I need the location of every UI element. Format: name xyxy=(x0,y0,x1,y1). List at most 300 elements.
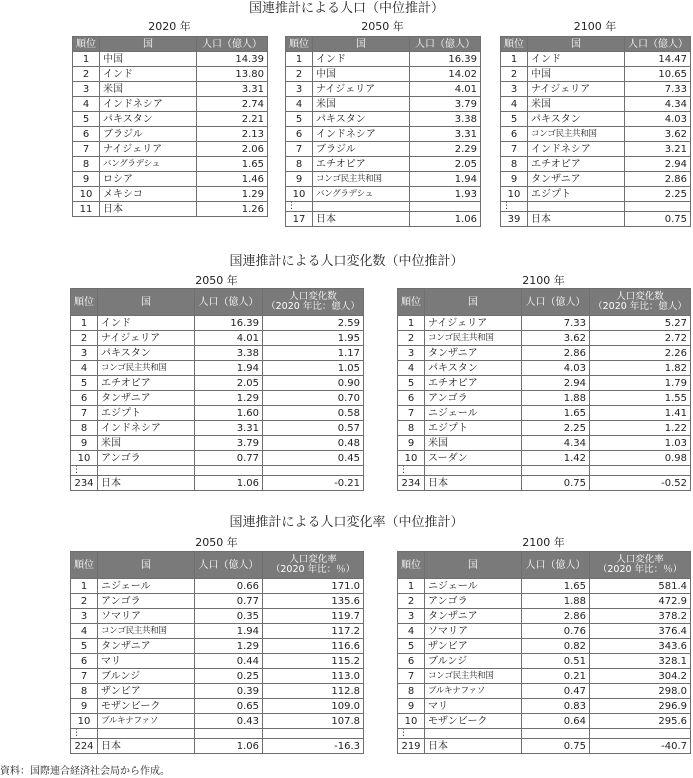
population-cell: 3.79 xyxy=(410,97,481,112)
empty-cell xyxy=(313,202,410,212)
population-cell: 0.64 xyxy=(522,714,590,729)
rank-cell: 3 xyxy=(501,82,528,97)
section-title-population-change-rate: 国連推計による人口変化率（中位推計） xyxy=(229,515,464,530)
table-row xyxy=(501,52,691,67)
table-row xyxy=(73,97,268,112)
population-cell: 0.21 xyxy=(522,669,590,684)
table-row xyxy=(73,82,268,97)
population-cell: 4.03 xyxy=(625,112,691,127)
country-cell: インドネシア xyxy=(98,421,195,436)
table-row xyxy=(501,82,691,97)
country-cell: 日本 xyxy=(98,739,195,754)
change-cell: 376.4 xyxy=(590,624,691,639)
rank-cell: 4 xyxy=(71,361,98,376)
change-cell: 581.4 xyxy=(590,579,691,594)
table-row xyxy=(398,609,691,624)
change-cell: 0.98 xyxy=(590,451,691,466)
population-change-table-2100 xyxy=(397,288,691,491)
population-cell: 14.39 xyxy=(197,52,268,67)
country-cell: マリ xyxy=(98,654,195,669)
country-cell: 米国 xyxy=(100,82,197,97)
change-cell: 304.2 xyxy=(590,669,691,684)
country-cell: コンゴ民主共和国 xyxy=(98,624,195,639)
change-cell: 298.0 xyxy=(590,684,691,699)
rank-cell: 7 xyxy=(501,142,528,157)
col-header-population: 人口（億人） xyxy=(195,552,263,579)
change-cell: 5.27 xyxy=(590,316,691,331)
country-cell: ナイジェリア xyxy=(100,142,197,157)
rank-cell: 5 xyxy=(71,376,98,391)
population-cell: 1.06 xyxy=(195,476,263,491)
population-cell: 2.05 xyxy=(410,157,481,172)
table-row xyxy=(71,376,364,391)
change-cell: -40.7 xyxy=(590,739,691,754)
col-header-rank: 順位 xyxy=(73,37,100,52)
change-cell: 119.7 xyxy=(263,609,364,624)
population-cell: 2.25 xyxy=(522,421,590,436)
rank-cell: 4 xyxy=(73,97,100,112)
empty-cell xyxy=(625,202,691,212)
table-row xyxy=(73,157,268,172)
country-cell: モザンビーク xyxy=(425,714,522,729)
empty-cell xyxy=(425,466,522,476)
table-row xyxy=(286,157,481,172)
change-cell: 115.2 xyxy=(263,654,364,669)
ellipsis-mark: ⋮ xyxy=(286,202,313,212)
population-cell: 1.29 xyxy=(197,187,268,202)
change-cell: -16.3 xyxy=(263,739,364,754)
country-cell: メキシコ xyxy=(100,187,197,202)
table-row xyxy=(73,187,268,202)
change-cell: 113.0 xyxy=(263,669,364,684)
change-cell: 116.6 xyxy=(263,639,364,654)
population-cell: 3.38 xyxy=(410,112,481,127)
rank-cell: 4 xyxy=(501,97,528,112)
table-row-japan xyxy=(501,212,691,227)
table-row xyxy=(398,346,691,361)
year-label-2050: 2050 年 xyxy=(195,536,238,549)
change-cell: 296.9 xyxy=(590,699,691,714)
table-row xyxy=(398,684,691,699)
rank-cell: 3 xyxy=(71,609,98,624)
change-cell: 1.55 xyxy=(590,391,691,406)
country-cell: 日本 xyxy=(425,739,522,754)
empty-cell xyxy=(263,729,364,739)
col-header-change-rate: 人口変化率 （2020 年比：％） xyxy=(590,552,691,579)
empty-cell xyxy=(522,729,590,739)
empty-cell xyxy=(98,729,195,739)
table-row xyxy=(398,714,691,729)
ellipsis-row xyxy=(71,466,364,476)
table-row xyxy=(501,97,691,112)
table-row xyxy=(71,406,364,421)
change-cell: 0.70 xyxy=(263,391,364,406)
table-row xyxy=(398,579,691,594)
country-cell: 日本 xyxy=(528,212,625,227)
population-cell: 2.74 xyxy=(197,97,268,112)
change-cell: 1.17 xyxy=(263,346,364,361)
population-cell: 3.31 xyxy=(197,82,268,97)
country-cell: パキスタン xyxy=(528,112,625,127)
country-cell: タンザニア xyxy=(528,172,625,187)
population-cell: 4.01 xyxy=(410,82,481,97)
table-row xyxy=(73,127,268,142)
source-note: 資料：国際連合経済社会局から作成。 xyxy=(0,766,170,777)
country-cell: ソマリア xyxy=(98,609,195,624)
change-cell: 0.57 xyxy=(263,421,364,436)
country-cell: アンゴラ xyxy=(98,451,195,466)
rank-cell: 6 xyxy=(286,127,313,142)
year-label-2100: 2100 年 xyxy=(522,274,565,287)
table-row xyxy=(73,52,268,67)
country-cell: 米国 xyxy=(313,97,410,112)
table-row xyxy=(398,654,691,669)
table-row xyxy=(501,142,691,157)
population-cell: 0.75 xyxy=(625,212,691,227)
population-change-table-2050 xyxy=(70,288,364,491)
population-cell: 0.51 xyxy=(522,654,590,669)
population-cell: 1.29 xyxy=(195,639,263,654)
rank-cell: 9 xyxy=(398,436,425,451)
country-cell: コンゴ民主共和国 xyxy=(425,331,522,346)
change-cell: 1.03 xyxy=(590,436,691,451)
rank-cell: 8 xyxy=(501,157,528,172)
population-cell: 2.94 xyxy=(625,157,691,172)
population-cell: 1.88 xyxy=(522,594,590,609)
population-cell: 3.21 xyxy=(625,142,691,157)
population-cell: 1.94 xyxy=(195,624,263,639)
population-cell: 0.25 xyxy=(195,669,263,684)
country-cell: インドネシア xyxy=(313,127,410,142)
population-cell: 1.65 xyxy=(197,157,268,172)
country-cell: エチオピア xyxy=(425,376,522,391)
population-cell: 0.77 xyxy=(195,594,263,609)
population-cell: 1.65 xyxy=(522,406,590,421)
table-row xyxy=(398,639,691,654)
table-row xyxy=(71,699,364,714)
country-cell: コンゴ民主共和国 xyxy=(313,172,410,187)
country-cell: 日本 xyxy=(313,212,410,227)
rank-cell: 3 xyxy=(71,346,98,361)
change-cell: 1.82 xyxy=(590,361,691,376)
rank-cell: 2 xyxy=(286,67,313,82)
col-header-population: 人口（億人） xyxy=(522,552,590,579)
population-cell: 2.86 xyxy=(522,609,590,624)
table-row xyxy=(286,187,481,202)
rank-cell: 2 xyxy=(71,594,98,609)
rank-cell: 9 xyxy=(73,172,100,187)
col-header-population: 人口（億人） xyxy=(522,289,590,316)
rank-cell: 39 xyxy=(501,212,528,227)
change-cell: 107.8 xyxy=(263,714,364,729)
change-cell: 1.22 xyxy=(590,421,691,436)
population-cell: 2.86 xyxy=(522,346,590,361)
rank-cell: 5 xyxy=(398,639,425,654)
country-cell: タンザニア xyxy=(98,391,195,406)
rank-cell: 9 xyxy=(501,172,528,187)
table-row xyxy=(73,172,268,187)
table-row-japan xyxy=(71,476,364,491)
year-label-2050: 2050 年 xyxy=(361,20,404,33)
table-row xyxy=(398,594,691,609)
ellipsis-mark: ⋮ xyxy=(398,466,425,476)
rank-cell: 234 xyxy=(71,476,98,491)
col-header-country: 国 xyxy=(313,37,410,52)
country-cell: エジプト xyxy=(425,421,522,436)
population-cell: 1.93 xyxy=(410,187,481,202)
rank-cell: 4 xyxy=(286,97,313,112)
table-row xyxy=(71,391,364,406)
rank-cell: 10 xyxy=(73,187,100,202)
ellipsis-row xyxy=(286,202,481,212)
col-header-country: 国 xyxy=(425,552,522,579)
change-cell: -0.21 xyxy=(263,476,364,491)
rank-cell: 9 xyxy=(286,172,313,187)
country-cell: マリ xyxy=(425,699,522,714)
change-cell: 343.6 xyxy=(590,639,691,654)
country-cell: 米国 xyxy=(425,436,522,451)
table-row xyxy=(398,451,691,466)
rank-cell: 10 xyxy=(398,451,425,466)
rank-cell: 3 xyxy=(286,82,313,97)
country-cell: ソマリア xyxy=(425,624,522,639)
col-header-rank: 順位 xyxy=(398,552,425,579)
rank-cell: 8 xyxy=(286,157,313,172)
population-change-rate-table-2100 xyxy=(397,551,691,754)
population-cell: 16.39 xyxy=(195,316,263,331)
population-cell: 4.03 xyxy=(522,361,590,376)
population-cell: 4.34 xyxy=(522,436,590,451)
rank-cell: 4 xyxy=(398,361,425,376)
population-table-2100 xyxy=(500,36,691,227)
country-cell: パキスタン xyxy=(100,112,197,127)
change-cell: 1.95 xyxy=(263,331,364,346)
country-cell: エチオピア xyxy=(98,376,195,391)
country-cell: アンゴラ xyxy=(425,391,522,406)
rank-cell: 10 xyxy=(501,187,528,202)
year-label-2100: 2100 年 xyxy=(573,20,617,33)
rank-cell: 9 xyxy=(71,699,98,714)
population-cell: 3.31 xyxy=(410,127,481,142)
rank-cell: 1 xyxy=(398,579,425,594)
table-row xyxy=(71,624,364,639)
population-table-2050 xyxy=(285,36,481,227)
country-cell: ナイジェリア xyxy=(98,331,195,346)
rank-cell: 3 xyxy=(73,82,100,97)
rank-cell: 8 xyxy=(398,684,425,699)
table-row xyxy=(71,316,364,331)
population-cell: 0.77 xyxy=(195,451,263,466)
rank-cell: 2 xyxy=(73,67,100,82)
col-header-change: 人口変化数 （2020 年比：億人） xyxy=(590,289,691,316)
empty-cell xyxy=(195,466,263,476)
ellipsis-row xyxy=(501,202,691,212)
rank-cell: 5 xyxy=(73,112,100,127)
table-row xyxy=(286,52,481,67)
population-cell: 3.62 xyxy=(522,331,590,346)
country-cell: 日本 xyxy=(98,476,195,491)
rank-cell: 219 xyxy=(398,739,425,754)
ellipsis-mark: ⋮ xyxy=(71,729,98,739)
ellipsis-row xyxy=(398,729,691,739)
country-cell: 中国 xyxy=(313,67,410,82)
country-cell: タンザニア xyxy=(425,346,522,361)
population-cell: 4.34 xyxy=(625,97,691,112)
year-label-2050: 2050 年 xyxy=(195,274,238,287)
table-row xyxy=(501,187,691,202)
empty-cell xyxy=(195,729,263,739)
rank-cell: 7 xyxy=(398,669,425,684)
population-cell: 1.26 xyxy=(197,202,268,217)
rank-cell: 8 xyxy=(73,157,100,172)
population-cell: 3.31 xyxy=(195,421,263,436)
country-cell: ブラジル xyxy=(313,142,410,157)
table-row xyxy=(286,127,481,142)
rank-cell: 10 xyxy=(71,714,98,729)
empty-cell xyxy=(425,729,522,739)
country-cell: ニジェール xyxy=(425,579,522,594)
col-header-population: 人口（億人） xyxy=(625,37,691,52)
population-cell: 1.88 xyxy=(522,391,590,406)
table-row xyxy=(398,361,691,376)
rank-cell: 6 xyxy=(71,654,98,669)
table-row xyxy=(398,406,691,421)
table-row xyxy=(71,451,364,466)
ellipsis-mark: ⋮ xyxy=(501,202,528,212)
rank-cell: 5 xyxy=(286,112,313,127)
population-cell: 0.66 xyxy=(195,579,263,594)
table-row xyxy=(73,112,268,127)
rank-cell: 7 xyxy=(398,406,425,421)
population-cell: 7.33 xyxy=(625,82,691,97)
country-cell: パキスタン xyxy=(313,112,410,127)
table-row-japan xyxy=(71,739,364,754)
country-cell: ナイジェリア xyxy=(425,316,522,331)
table-row xyxy=(71,579,364,594)
country-cell: 日本 xyxy=(425,476,522,491)
table-row xyxy=(398,376,691,391)
empty-cell xyxy=(522,466,590,476)
country-cell: エチオピア xyxy=(313,157,410,172)
col-header-country: 国 xyxy=(528,37,625,52)
population-cell: 0.82 xyxy=(522,639,590,654)
rank-cell: 6 xyxy=(398,391,425,406)
col-header-population: 人口（億人） xyxy=(195,289,263,316)
table-row xyxy=(71,436,364,451)
country-cell: エチオピア xyxy=(528,157,625,172)
population-cell: 3.62 xyxy=(625,127,691,142)
rank-cell: 5 xyxy=(398,376,425,391)
table-row xyxy=(71,654,364,669)
country-cell: バングラデシュ xyxy=(313,187,410,202)
population-change-rate-table-2050 xyxy=(70,551,364,754)
year-label-2020: 2020 年 xyxy=(148,20,191,33)
change-cell: -0.52 xyxy=(590,476,691,491)
change-cell: 2.72 xyxy=(590,331,691,346)
table-row-japan xyxy=(398,476,691,491)
country-cell: ブルンジ xyxy=(425,654,522,669)
section-title-population: 国連推計による人口（中位推計） xyxy=(248,1,444,16)
empty-cell xyxy=(98,466,195,476)
ellipsis-mark: ⋮ xyxy=(398,729,425,739)
change-cell: 0.45 xyxy=(263,451,364,466)
rank-cell: 4 xyxy=(398,624,425,639)
rank-cell: 224 xyxy=(71,739,98,754)
table-row xyxy=(71,346,364,361)
country-cell: ブラジル xyxy=(100,127,197,142)
rank-cell: 2 xyxy=(398,594,425,609)
table-row xyxy=(71,421,364,436)
population-cell: 1.94 xyxy=(410,172,481,187)
table-row xyxy=(501,172,691,187)
country-cell: 米国 xyxy=(98,436,195,451)
country-cell: 中国 xyxy=(528,67,625,82)
rank-cell: 1 xyxy=(398,316,425,331)
change-cell: 328.1 xyxy=(590,654,691,669)
country-cell: ザンビア xyxy=(425,639,522,654)
population-cell: 14.02 xyxy=(410,67,481,82)
rank-cell: 1 xyxy=(71,579,98,594)
change-cell: 171.0 xyxy=(263,579,364,594)
col-header-population: 人口（億人） xyxy=(197,37,268,52)
rank-cell: 2 xyxy=(71,331,98,346)
rank-cell: 10 xyxy=(71,451,98,466)
change-cell: 2.26 xyxy=(590,346,691,361)
col-header-rank: 順位 xyxy=(286,37,313,52)
change-cell: 0.48 xyxy=(263,436,364,451)
section-title-population-change: 国連推計による人口変化数（中位推計） xyxy=(229,254,464,269)
rank-cell: 5 xyxy=(501,112,528,127)
population-cell: 1.29 xyxy=(195,391,263,406)
population-cell: 1.42 xyxy=(522,451,590,466)
change-cell: 295.6 xyxy=(590,714,691,729)
change-cell: 472.9 xyxy=(590,594,691,609)
table-row xyxy=(71,639,364,654)
population-cell: 2.06 xyxy=(197,142,268,157)
table-row-japan xyxy=(286,212,481,227)
col-header-rank: 順位 xyxy=(398,289,425,316)
table-row xyxy=(398,436,691,451)
population-cell: 2.25 xyxy=(625,187,691,202)
change-cell: 2.59 xyxy=(263,316,364,331)
population-cell: 0.43 xyxy=(195,714,263,729)
table-row xyxy=(398,624,691,639)
table-row xyxy=(501,67,691,82)
empty-cell xyxy=(590,466,691,476)
year-label-2100: 2100 年 xyxy=(522,536,565,549)
population-cell: 2.05 xyxy=(195,376,263,391)
table-row xyxy=(73,67,268,82)
rank-cell: 10 xyxy=(398,714,425,729)
population-cell: 2.94 xyxy=(522,376,590,391)
population-table-2020 xyxy=(72,36,268,217)
table-row xyxy=(398,316,691,331)
table-row xyxy=(71,714,364,729)
country-cell: インド xyxy=(313,52,410,67)
population-cell: 1.60 xyxy=(195,406,263,421)
table-row xyxy=(501,127,691,142)
country-cell: インド xyxy=(98,316,195,331)
table-row xyxy=(501,157,691,172)
country-cell: エジプト xyxy=(528,187,625,202)
country-cell: ナイジェリア xyxy=(313,82,410,97)
table-row xyxy=(73,142,268,157)
rank-cell: 6 xyxy=(73,127,100,142)
population-cell: 3.38 xyxy=(195,346,263,361)
rank-cell: 1 xyxy=(71,316,98,331)
change-cell: 135.6 xyxy=(263,594,364,609)
empty-cell xyxy=(528,202,625,212)
